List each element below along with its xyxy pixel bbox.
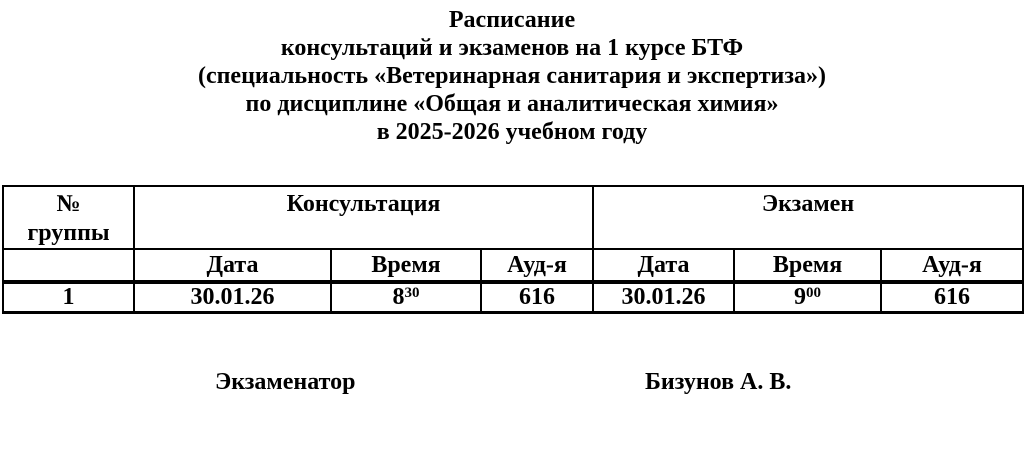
- exam-room-cell: 616: [881, 282, 1023, 312]
- group-number-header-line-2: группы: [27, 220, 110, 246]
- exam-time-header: Время: [734, 249, 881, 282]
- title-line-1: Расписание: [448, 7, 576, 33]
- title-line-5: в 2025-2026 учебном году: [376, 119, 648, 145]
- consultation-time-superscript: 30: [404, 285, 420, 302]
- title-line-2: консультаций и экзаменов на 1 курсе БТФ: [280, 35, 744, 61]
- consultation-section-header: Консультация: [134, 186, 593, 249]
- table-subheader-row: [3, 249, 1023, 282]
- exam-date-header: Дата: [593, 249, 734, 282]
- examiner-label: Экзаменатор: [215, 369, 356, 395]
- group-number-header-line-1: №: [56, 191, 81, 217]
- examiner-name: Бизунов А. В.: [645, 369, 792, 395]
- consultation-room-header: Ауд-я: [481, 249, 593, 282]
- exam-time-cell: [734, 282, 881, 312]
- consultation-date-header: Дата: [134, 249, 331, 282]
- consultation-room-cell: 616: [481, 282, 593, 312]
- exam-date-cell: 30.01.26: [593, 282, 734, 312]
- schedule-table: [2, 185, 1024, 314]
- consultation-time-cell: [331, 282, 481, 312]
- group-number-subheader-empty-cell: [3, 249, 134, 282]
- exam-time-base: 9: [794, 284, 807, 311]
- group-number-cell: 1: [3, 282, 134, 312]
- table-header-row: [3, 186, 1023, 249]
- title-line-4: по дисциплине «Общая и аналитическая химия»: [245, 91, 779, 117]
- exam-time-superscript: 00: [806, 285, 822, 302]
- consultation-time-header: Время: [331, 249, 481, 282]
- exam-section-header: Экзамен: [593, 186, 1023, 249]
- consultation-time-base: 8: [392, 284, 405, 311]
- exam-room-header: Ауд-я: [881, 249, 1023, 282]
- group-number-header: [3, 186, 134, 249]
- document-title-block: [0, 6, 1024, 146]
- title-line-3: (специальность «Ветеринарная санитария и экспертиза»): [197, 63, 827, 89]
- table-row: [3, 282, 1023, 312]
- consultation-date-cell: 30.01.26: [134, 282, 331, 312]
